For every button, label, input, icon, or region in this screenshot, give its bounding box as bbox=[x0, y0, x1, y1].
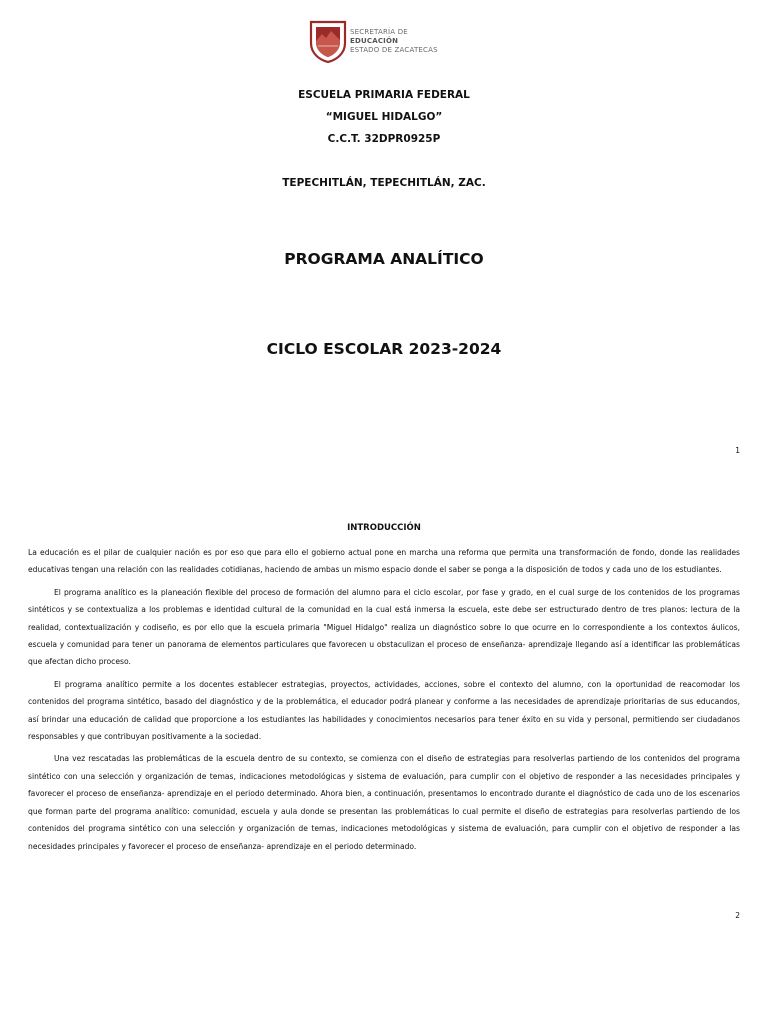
intro-paragraph-4: Una vez rescatadas las problemáticas de la escuela dentro de su contexto, se comienza con el diseño de estrategias para resolverlas partiendo de los contenidos del programa sintético con una selección y organización de temas, indicaciones metodológicas y sistema de evaluación, para cumplir con el objetivo de responder a las necesidades principales y favorecer el proceso de enseñanza- aprendizaje en el periodo determinado. Ahora bien, a continuación, presentamos lo encontrado durante el diagnóstico de cada uno de los escenarios que forman parte del programa analítico: comunidad, escuela y aula donde se presentan las problemáticas lo cual permite el diseño de estrategias para resolverlas partiendo de los contenidos del programa sintético con una selección y organización de temas, indicaciones metodológicas y sistema de evaluación, para cumplir con el objetivo de responder a las necesidades principales y favorecer el proceso de enseñanza- aprendizaje en el periodo determinado. bbox=[28, 754, 740, 851]
school-location: TEPECHITLÁN, TEPECHITLÁN, ZAC. bbox=[282, 177, 486, 189]
intro-paragraph-2: El programa analítico es la planeación flexible del proceso de formación del alumno para el ciclo escolar, por fase y grado, en el cual surge de los contenidos de los programas sintéticos y se contextualiza a los problemas e identidad cultural de la comunidad en la cual está inmersa la escuela, este debe ser estructurado dentro de tres planos: lectura de la realidad, contextualización y codiseño, es por ello que la escuela primaria "Miguel Hidalgo" realiza un diagnóstico sobre lo que ocurre en lo correspondiente a los contextos áulicos, escuela y comunidad para tener un panorama de elementos particulares que favorecen u obstaculizan el proceso de enseñanza- aprendizaje llegando así a identificar las problemáticas que afectan dicho proceso. bbox=[28, 587, 740, 667]
intro-heading: INTRODUCCIÓN bbox=[347, 523, 421, 533]
intro-paragraph-1: La educación es el pilar de cualquier nación es por eso que para ello el gobierno actual pone en marcha una reforma que permita una transformación de fondo, donde las realidades educativas tengan una relación con las realidades cotidianas, haciendo de ambas un mismo espacio donde el saber se ponga a la disposición de todos y cada uno de los estudiantes. bbox=[28, 548, 740, 575]
school-name: ESCUELA PRIMARIA FEDERAL bbox=[298, 89, 470, 101]
logo-line-3: ESTADO DE ZACATECAS bbox=[350, 45, 438, 54]
page-number-1: 1 bbox=[735, 446, 740, 455]
intro-paragraph-3: El programa analítico permite a los docentes establecer estrategias, proyectos, actividades, acciones, sobre el contexto del alumno, con la oportunidad de reacomodar los contenidos del programa sintético, basado del diagnóstico y de la problemática, el educador podrá planear y conforme a las necesidades de aprendizaje prioritarias de sus educandos, así brindar una educación de calidad que proporcione a los estudiantes las habilidades y conocimientos necesarios para tener éxito en su vida y personal, permitiendo ser ciudadanos responsables y que contribuyan positivamente a la sociedad. bbox=[28, 679, 740, 742]
logo-text bbox=[350, 28, 438, 55]
school-cct: C.C.T. 32DPR0925P bbox=[327, 133, 441, 145]
logo-line-1: SECRETARÍA DE bbox=[350, 27, 408, 36]
school-label: “MIGUEL HIDALGO” bbox=[325, 111, 443, 123]
secretaria-educacion-logo bbox=[308, 18, 438, 64]
intro-body bbox=[28, 544, 740, 860]
page-number-2: 2 bbox=[735, 911, 740, 920]
document-title: PROGRAMA ANALÍTICO bbox=[284, 250, 484, 268]
education-shield-icon bbox=[308, 19, 348, 63]
logo-line-2: EDUCACIÓN bbox=[350, 36, 399, 45]
school-cycle: CICLO ESCOLAR 2023-2024 bbox=[266, 340, 502, 358]
